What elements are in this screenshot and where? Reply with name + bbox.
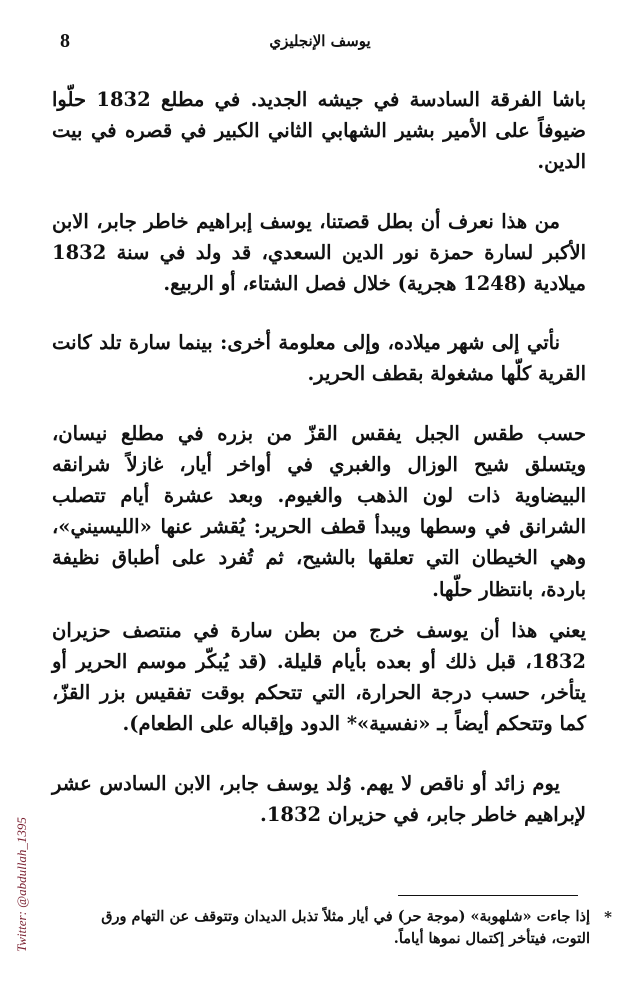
paragraph-4: حسب طقس الجبل يفقس القزّ من بزره في مطلع نيسان، ويتسلق شيح الوزال والغبري في أواخر أيار، غازلاً شرانقه البيضاوية ذات لون الذهب والغيوم. وبعد عشرة أيام تتصلب الشرانق في وسطها ويبدأ قطف الحرير: يُقشر عنها «الليسيني»، وهي الخيطان التي تعلقها بالشيح، ثم تُفرد على أطباق نظيفة باردة، بانتظار حلّها. [52,421,586,601]
footnote [70,906,612,950]
footnote-marker: * [604,908,612,926]
paragraph-6: يوم زائد أو ناقص لا يهم. وُلد يوسف جابر، الابن السادس عشر لإبراهيم خاطر جابر، في حزيران 1832. [52,771,586,826]
watermark-text: Twitter: @abdullah_1395 [14,817,29,952]
paragraph-3: نأتي إلى شهر ميلاده، وإلى معلومة أخرى: بينما سارة تلد كانت القرية كلّها مشغولة بقطف الحرير. [52,331,586,386]
paragraph-5: يعني هذا أن يوسف خرج من بطن سارة في منتصف حزيران 1832، قبل ذلك أو بعده بأيام قليلة. (قد يُبكّر موسم الحرير أو يتأخر، حسب درجة الحرارة، التي تتحكم بوقت تفقيس بزر القزّ، كما وتتحكم أيضاً بـ «نفسية»* الدود وإقباله على الطعام). [52,618,586,736]
watermark [14,752,34,952]
paragraph-2: من هذا نعرف أن بطل قصتنا، يوسف إبراهيم خاطر جابر، الابن الأكبر لسارة حمزة نور الدين السعدي، قد ولد في سنة 1832 ميلادية (1248 هجرية) خلال فصل الشتاء، أو الربيع. [52,209,586,296]
footnote-text: إذا جاءت «شلهوبة» (موجة حر) في أيار مثلاً تذبل الديدان وتتوقف عن التهام ورق التوت، فيتأخر إكتمال نموها أياماً. [101,908,590,947]
footnote-divider [398,895,578,896]
page-header [60,30,580,60]
page-number: 8 [60,30,70,52]
running-title: يوسف الإنجليزي [269,32,371,50]
body-text [52,84,586,830]
paragraph-1: باشا الفرقة السادسة في جيشه الجديد. في مطلع 1832 حلّوا ضيوفاً على الأمير بشير الشهابي الثاني الكبير في قصره في بيت الدين. [52,88,586,174]
